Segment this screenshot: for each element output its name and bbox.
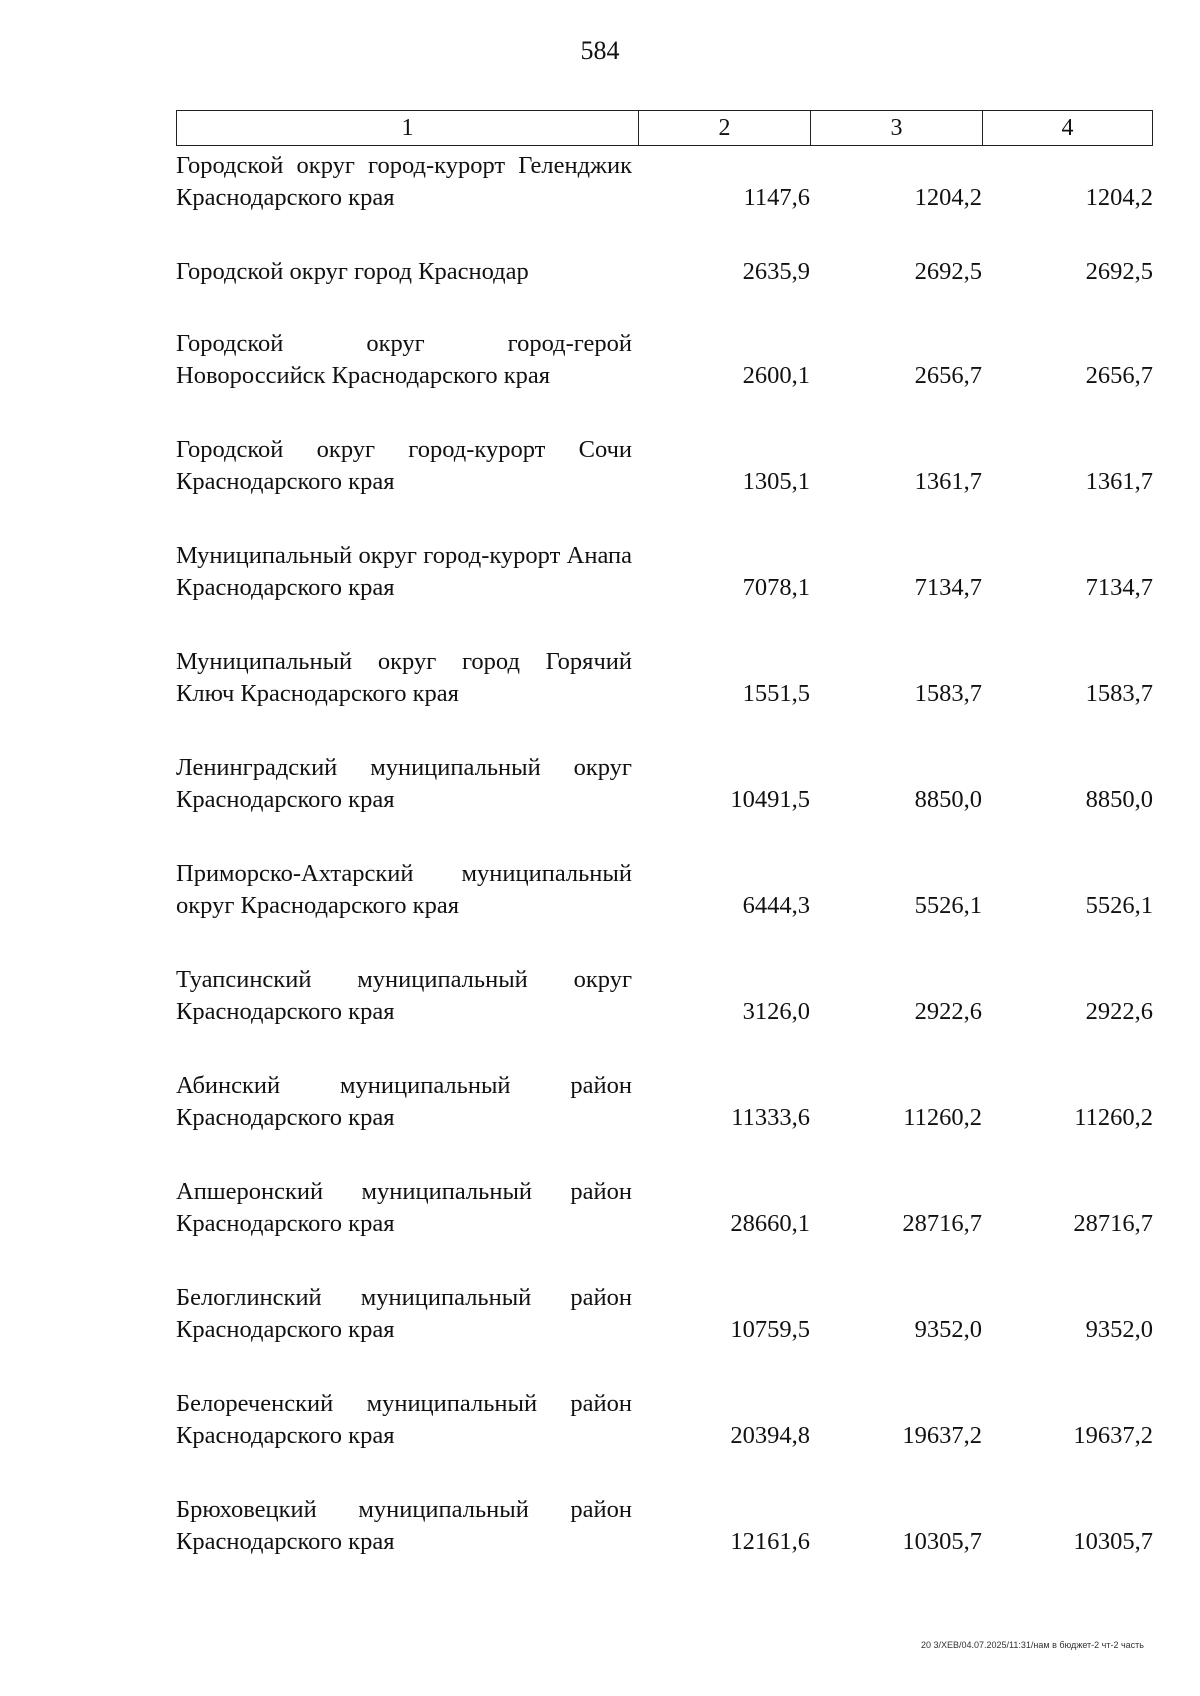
row-value-col-2: 12161,6 — [730, 1528, 810, 1555]
row-value-col-3: 5526,1 — [914, 892, 982, 919]
row-value-col-2: 1551,5 — [742, 680, 810, 707]
row-name: Городской округ город-курорт Сочи Краснодарского края — [176, 436, 632, 495]
table-row — [176, 434, 1153, 540]
row-value-col-4: 11260,2 — [1074, 1104, 1153, 1131]
row-name: Городской округ город-герой Новороссийск Краснодарского края — [176, 330, 632, 389]
header-col-3: 3 — [810, 111, 982, 145]
row-value-col-3: 1361,7 — [914, 468, 982, 495]
row-name: Белоглинский муниципальный район Краснодарского края — [176, 1284, 632, 1343]
row-value-col-4: 2656,7 — [1085, 362, 1153, 389]
table-header — [176, 110, 1153, 146]
row-value-col-2: 3126,0 — [742, 998, 810, 1025]
row-name: Брюховецкий муниципальный район Краснодарского края — [176, 1496, 632, 1555]
row-value-col-3: 7134,7 — [914, 574, 982, 601]
row-name: Муниципальный округ город Горячий Ключ Краснодарского края — [176, 648, 632, 707]
table-row — [176, 1494, 1153, 1600]
row-name: Приморско-Ахтарский муниципальный округ Краснодарского края — [176, 860, 632, 919]
row-name: Муниципальный округ город-курорт Анапа Краснодарского края — [176, 542, 632, 601]
row-value-col-3: 1583,7 — [914, 680, 982, 707]
row-value-col-2: 2600,1 — [742, 362, 810, 389]
row-value-col-4: 5526,1 — [1085, 892, 1153, 919]
row-value-col-3: 2692,5 — [914, 258, 982, 285]
row-value-col-2: 11333,6 — [731, 1104, 810, 1131]
row-value-col-2: 2635,9 — [742, 258, 810, 285]
row-name: Белореченский муниципальный район Краснодарского края — [176, 1390, 632, 1449]
row-value-col-3: 1204,2 — [914, 184, 982, 211]
row-value-col-4: 1361,7 — [1085, 468, 1153, 495]
header-col-1: 1 — [176, 111, 638, 145]
row-value-col-4: 2922,6 — [1085, 998, 1153, 1025]
row-value-col-3: 11260,2 — [903, 1104, 982, 1131]
row-value-col-2: 10491,5 — [730, 786, 810, 813]
row-value-col-3: 28716,7 — [902, 1210, 982, 1237]
row-value-col-3: 9352,0 — [914, 1316, 982, 1343]
row-value-col-4: 19637,2 — [1073, 1422, 1153, 1449]
row-value-col-2: 20394,8 — [730, 1422, 810, 1449]
table-row — [176, 328, 1153, 434]
row-value-col-2: 7078,1 — [742, 574, 810, 601]
row-value-col-3: 2922,6 — [914, 998, 982, 1025]
row-value-col-2: 10759,5 — [730, 1316, 810, 1343]
row-name: Туапсинский муниципальный округ Краснодарского края — [176, 966, 632, 1025]
row-value-col-2: 1147,6 — [743, 184, 810, 211]
row-value-col-4: 1204,2 — [1085, 184, 1153, 211]
header-col-4: 4 — [982, 111, 1153, 145]
row-name: Городской округ город Краснодар — [176, 258, 529, 285]
row-value-col-2: 28660,1 — [730, 1210, 810, 1237]
row-value-col-4: 28716,7 — [1073, 1210, 1153, 1237]
row-value-col-2: 6444,3 — [742, 892, 810, 919]
table-row — [176, 1282, 1153, 1388]
row-value-col-4: 2692,5 — [1085, 258, 1153, 285]
table-row — [176, 964, 1153, 1070]
row-name: Абинский муниципальный район Краснодарского края — [176, 1072, 632, 1131]
row-value-col-3: 8850,0 — [914, 786, 982, 813]
table-row — [176, 1388, 1153, 1494]
table-row — [176, 540, 1153, 646]
row-value-col-4: 8850,0 — [1085, 786, 1153, 813]
row-name: Апшеронский муниципальный район Краснодарского края — [176, 1178, 632, 1237]
header-col-2: 2 — [638, 111, 810, 145]
row-value-col-2: 1305,1 — [742, 468, 810, 495]
table-body — [176, 150, 1153, 1600]
table-row — [176, 1070, 1153, 1176]
table-row — [176, 1176, 1153, 1282]
row-value-col-3: 10305,7 — [902, 1528, 982, 1555]
table-row — [176, 150, 1153, 256]
row-value-col-4: 1583,7 — [1085, 680, 1153, 707]
row-value-col-3: 2656,7 — [914, 362, 982, 389]
footer-note: 20 3/ХЕВ/04.07.2025/11:31/нам в бюджет-2 чт-2 часть — [920, 1640, 1144, 1650]
row-value-col-4: 10305,7 — [1073, 1528, 1153, 1555]
table-row — [176, 256, 1153, 328]
row-value-col-4: 9352,0 — [1085, 1316, 1153, 1343]
row-name: Городской округ город-курорт Геленджик Краснодарского края — [176, 152, 632, 211]
row-name: Ленинградский муниципальный округ Краснодарского края — [176, 754, 632, 813]
page-number: 584 — [580, 36, 620, 65]
row-value-col-3: 19637,2 — [902, 1422, 982, 1449]
table-row — [176, 858, 1153, 964]
row-value-col-4: 7134,7 — [1085, 574, 1153, 601]
table-row — [176, 646, 1153, 752]
table-row — [176, 752, 1153, 858]
